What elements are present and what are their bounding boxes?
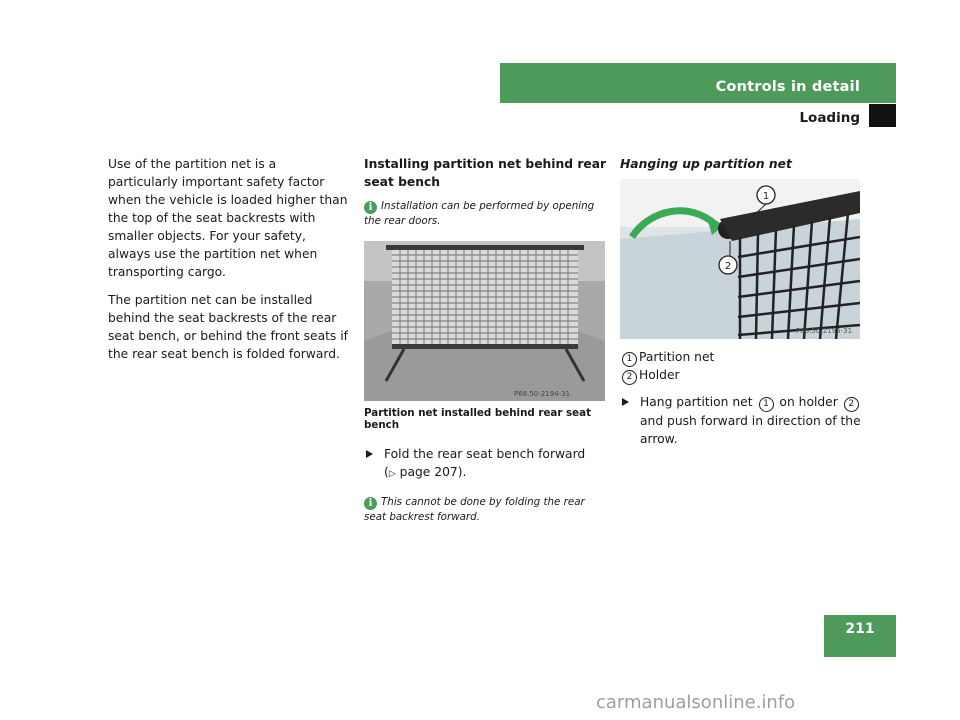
step-fold-text: Fold the rear seat bench forward: [384, 447, 586, 461]
installation-note-text: Installation can be performed by opening the rear doors.: [364, 200, 595, 227]
step-hang-net: [620, 393, 865, 448]
section-title: Controls in detail: [715, 79, 860, 95]
column-installing: [364, 155, 607, 537]
intro-paragraph-2: The partition net can be installed behind the seat backrests of the rear seat bench, or behind the front seats if the rear seat bench is folded forward.: [108, 293, 348, 361]
legend-item: [620, 367, 865, 385]
hanging-heading: Hanging up partition net: [620, 157, 792, 171]
photo-caption: Partition net installed behind rear seat bench: [364, 407, 592, 431]
callout-number: 1: [622, 352, 637, 367]
step-hang-text-c: and push forward in direction of the arrow.: [640, 414, 861, 446]
subsection-title: Loading: [799, 110, 860, 126]
installing-heading: Installing partition net behind rear seat bench: [364, 157, 607, 189]
step-arrow-icon: [366, 450, 373, 458]
installed-net-photo: [364, 241, 605, 401]
legend-label: Holder: [639, 368, 680, 382]
svg-text:P68.50-2194-31: P68.50-2194-31: [514, 390, 571, 398]
legend-item: [620, 349, 865, 367]
info-icon: i: [364, 497, 377, 510]
page-number: 211: [824, 615, 896, 657]
step-hang-text-b: on holder: [779, 395, 838, 409]
callout-number: 2: [622, 370, 637, 385]
step-fold-ref: page 207).: [399, 465, 467, 479]
page-reference-icon: ▷: [388, 469, 396, 479]
step-arrow-icon: [622, 398, 629, 406]
folding-note: [364, 495, 607, 525]
column-hanging: [620, 155, 865, 460]
watermark: carmanualsonline.info: [596, 692, 796, 713]
step-hang-text-a: Hang partition net: [640, 395, 753, 409]
section-marker: [869, 104, 896, 127]
svg-text:P68.50-2195-31: P68.50-2195-31: [796, 327, 853, 335]
column-intro: [108, 155, 348, 373]
intro-paragraph-1: Use of the partition net is a particularly important safety factor when the vehicle is loaded higher than the top of the seat backrests with smaller objects. For your safety, always use the partition net when transporting cargo.: [108, 157, 348, 279]
step-fold-bench: Fold the rear seat bench forward (▷ page 207).: [364, 445, 607, 483]
holder-photo: [620, 179, 860, 339]
svg-text:1: 1: [762, 191, 770, 202]
callout-number: 1: [759, 397, 774, 412]
callout-number: 2: [844, 397, 859, 412]
folding-note-text: This cannot be done by folding the rear seat backrest forward.: [364, 496, 585, 523]
legend-label: Partition net: [639, 350, 715, 364]
installation-note: [364, 199, 607, 229]
info-icon: i: [364, 201, 377, 214]
svg-text:2: 2: [724, 261, 732, 272]
